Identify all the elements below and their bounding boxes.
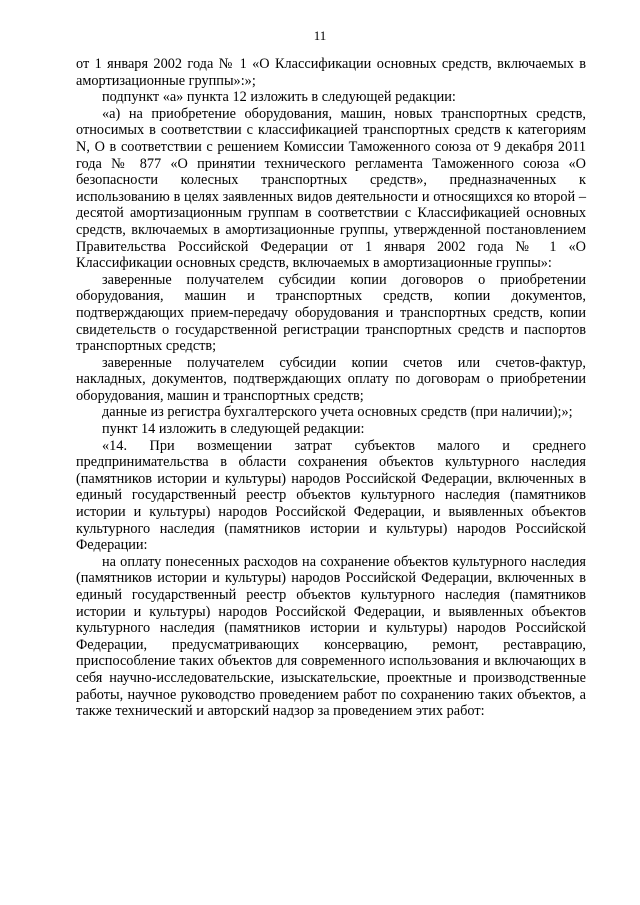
document-body xyxy=(76,56,586,720)
paragraph: на оплату понесенных расходов на сохранение объектов культурного наследия (памятников истории и культуры) народов Российской Федерации, включенных в единый государственный реестр объектов культурного наследия (памятников истории и культуры) народов Российской Федерации, и выявленных объектов культурного наследия (памятников истории и культуры) народов Российской Федерации, предусматривающих консервацию, ремонт, реставрацию, приспособление таких объектов для современного использования и включающих в себя научно-исследовательские, изыскательские, проектные и производственные работы, научное руководство проведением работ по сохранению таких объектов, а также технический и авторский надзор за проведением этих работ: xyxy=(76,553,586,720)
paragraph: данные из регистра бухгалтерского учета основных средств (при наличии);»; xyxy=(102,404,573,421)
paragraph: «14. При возмещении затрат субъектов малого и среднего предпринимательства в области сохранения объектов культурного наследия (памятников истории и культуры) народов Российской Федерации, включенных в единый государственный реестр объектов культурного наследия (памятников истории и культуры) народов Российской Федерации, и выявленных объектов культурного наследия (памятников истории и культуры) народов Российской Федерации: xyxy=(76,437,586,554)
paragraph: «а) на приобретение оборудования, машин, новых транспортных средств, относимых в соответствии с классификацией транспортных средств к категориям N, O в соответствии с решением Комиссии Таможенного союза от 9 декабря 2011 года № 877 «О принятии технического регламента Таможенного союза «О безопасности колесных транспортных средств», предназначенных к использованию в целях заявленных видов деятельности и относящихся ко второй – десятой амортизационным группам в соответствии с Классификацией основных средств, включаемых в амортизационные группы, утвержденной постановлением Правительства Российской Федерации от 1 января 2002 года № 1 «О Классификации основных средств, включаемых в амортизационные группы»: xyxy=(76,105,586,272)
paragraph: пункт 14 изложить в следующей редакции: xyxy=(102,421,365,438)
paragraph: подпункт «а» пункта 12 изложить в следующей редакции: xyxy=(102,89,456,106)
paragraph: заверенные получателем субсидии копии договоров о приобретении оборудования, машин и транспортных средств, копии документов, подтверждающих прием-передачу оборудования и транспортных средств, копии свидетельств о государственной регистрации транспортных средств и паспортов транспортных средств; xyxy=(76,271,586,355)
page-number: 11 xyxy=(313,28,327,43)
paragraph: от 1 января 2002 года № 1 «О Классификации основных средств, включаемых в амортизационные группы»:»; xyxy=(76,56,586,89)
paragraph: заверенные получателем субсидии копии счетов или счетов-фактур, накладных, документов, подтверждающих оплату по договорам о приобретении оборудования, машин и транспортных средств; xyxy=(76,354,586,404)
